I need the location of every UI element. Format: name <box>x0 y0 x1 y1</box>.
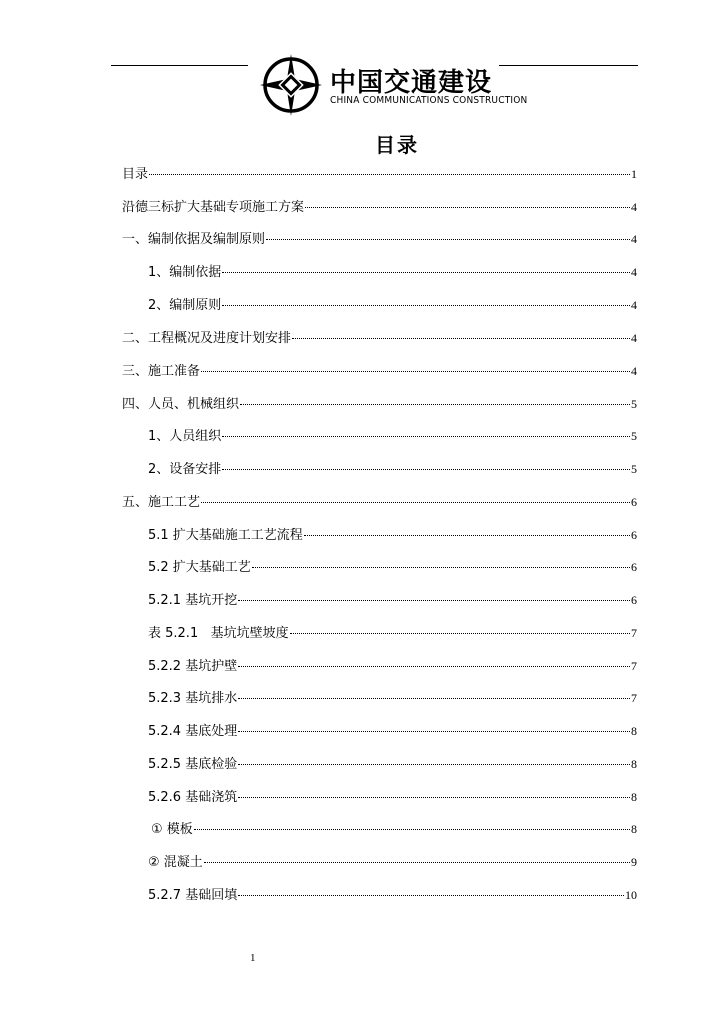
toc-entry[interactable] <box>148 658 637 675</box>
toc-label: 5.2.6 基础浇筑 <box>148 790 238 805</box>
toc-leader <box>266 239 630 240</box>
toc-entry[interactable] <box>151 821 637 838</box>
toc-label: 5.2.2 基坑护壁 <box>148 659 238 674</box>
toc-label: 目录 <box>122 167 149 182</box>
toc-entry[interactable] <box>148 592 637 609</box>
ccc-emblem-icon <box>258 52 324 118</box>
toc-page-number: 6 <box>631 495 637 509</box>
toc-leader <box>238 666 630 667</box>
toc-label: 5.2.1 基坑开挖 <box>148 593 238 608</box>
toc-entry[interactable] <box>148 887 637 904</box>
toc-page-number: 7 <box>631 691 637 705</box>
toc-label: 5.2 扩大基础工艺 <box>148 560 251 575</box>
toc-page-number: 10 <box>625 888 637 902</box>
toc-entry[interactable] <box>148 297 637 314</box>
toc-entry[interactable] <box>122 330 637 347</box>
toc-label: 沿德三标扩大基础专项施工方案 <box>122 200 305 215</box>
toc-page-number: 9 <box>631 855 637 869</box>
toc-leader <box>204 862 630 863</box>
toc-label: 五、施工工艺 <box>122 495 201 510</box>
toc-leader <box>252 567 630 568</box>
toc-leader <box>304 535 630 536</box>
company-logo <box>258 52 528 124</box>
toc-page-number: 4 <box>631 331 637 345</box>
toc-page-number: 8 <box>631 790 637 804</box>
toc-page-number: 4 <box>631 364 637 378</box>
toc-entry[interactable] <box>122 363 637 380</box>
toc-entry[interactable] <box>122 396 637 413</box>
toc-label: 二、工程概况及进度计划安排 <box>122 331 292 346</box>
toc-leader <box>222 272 630 273</box>
toc-label: 1、编制依据 <box>148 265 222 280</box>
toc-entry[interactable] <box>148 756 637 773</box>
toc-label: 三、施工准备 <box>122 364 201 379</box>
toc-label: 5.2.5 基底检验 <box>148 757 238 772</box>
footer-page-number: 1 <box>250 952 256 964</box>
logo-english-text: CHINA COMMUNICATIONS CONSTRUCTION <box>330 95 528 106</box>
toc-label: 1、人员组织 <box>148 429 222 444</box>
toc-page-number: 7 <box>631 626 637 640</box>
toc-entry[interactable] <box>122 494 637 511</box>
toc-label: 2、编制原则 <box>148 298 222 313</box>
toc-label: 四、人员、机械组织 <box>122 397 240 412</box>
toc-label: ② 混凝土 <box>148 855 203 870</box>
toc-page-number: 8 <box>631 724 637 738</box>
page-title: 目录 <box>375 133 419 157</box>
toc-entry[interactable] <box>122 199 637 216</box>
toc-leader <box>222 469 630 470</box>
toc-leader <box>290 633 630 634</box>
header-rule-right <box>499 65 638 66</box>
toc-entry[interactable] <box>148 264 637 281</box>
toc-leader <box>194 829 630 830</box>
toc-label: 一、编制依据及编制原则 <box>122 232 266 247</box>
toc-page-number: 4 <box>631 265 637 279</box>
toc-leader <box>149 174 630 175</box>
toc-page-number: 4 <box>631 232 637 246</box>
toc-leader <box>238 797 630 798</box>
toc-page-number: 6 <box>631 560 637 574</box>
toc-leader <box>222 305 630 306</box>
toc-leader <box>238 731 630 732</box>
toc-entry[interactable] <box>148 723 637 740</box>
toc-page-number: 8 <box>631 822 637 836</box>
toc-leader <box>201 371 630 372</box>
toc-leader <box>238 895 624 896</box>
toc-entry[interactable] <box>148 527 637 544</box>
logo-chinese-text: 中国交通建设 <box>330 68 493 98</box>
toc-page-number: 1 <box>631 167 637 181</box>
toc-label: 5.1 扩大基础施工工艺流程 <box>148 528 303 543</box>
toc-entry[interactable] <box>148 690 637 707</box>
toc-page-number: 5 <box>631 429 637 443</box>
toc-label: ① 模板 <box>151 822 193 837</box>
toc-entry[interactable] <box>148 625 637 642</box>
toc-entry[interactable] <box>122 231 637 248</box>
toc-leader <box>201 502 630 503</box>
toc-label: 表 5.2.1 基坑坑壁坡度 <box>148 626 289 641</box>
toc-leader <box>292 338 630 339</box>
toc-leader <box>238 600 630 601</box>
toc-page-number: 5 <box>631 397 637 411</box>
header-rule-left <box>111 65 248 66</box>
toc-leader <box>305 207 630 208</box>
toc-entry[interactable] <box>122 166 637 183</box>
toc-page-number: 6 <box>631 593 637 607</box>
toc-entry[interactable] <box>148 428 637 445</box>
toc-page-number: 6 <box>631 528 637 542</box>
toc-leader <box>222 436 630 437</box>
toc-page-number: 8 <box>631 757 637 771</box>
toc-leader <box>238 764 630 765</box>
toc-label: 5.2.4 基底处理 <box>148 724 238 739</box>
toc-entry[interactable] <box>148 789 637 806</box>
toc-page-number: 5 <box>631 462 637 476</box>
toc-entry[interactable] <box>148 559 637 576</box>
toc-label: 5.2.7 基础回填 <box>148 888 238 903</box>
toc-label: 5.2.3 基坑排水 <box>148 691 238 706</box>
toc-entry[interactable] <box>148 854 637 871</box>
toc-page-number: 4 <box>631 298 637 312</box>
toc-page-number: 4 <box>631 200 637 214</box>
toc-leader <box>240 404 630 405</box>
toc-label: 2、设备安排 <box>148 462 222 477</box>
toc-page-number: 7 <box>631 659 637 673</box>
toc-entry[interactable] <box>148 461 637 478</box>
toc-leader <box>238 698 630 699</box>
